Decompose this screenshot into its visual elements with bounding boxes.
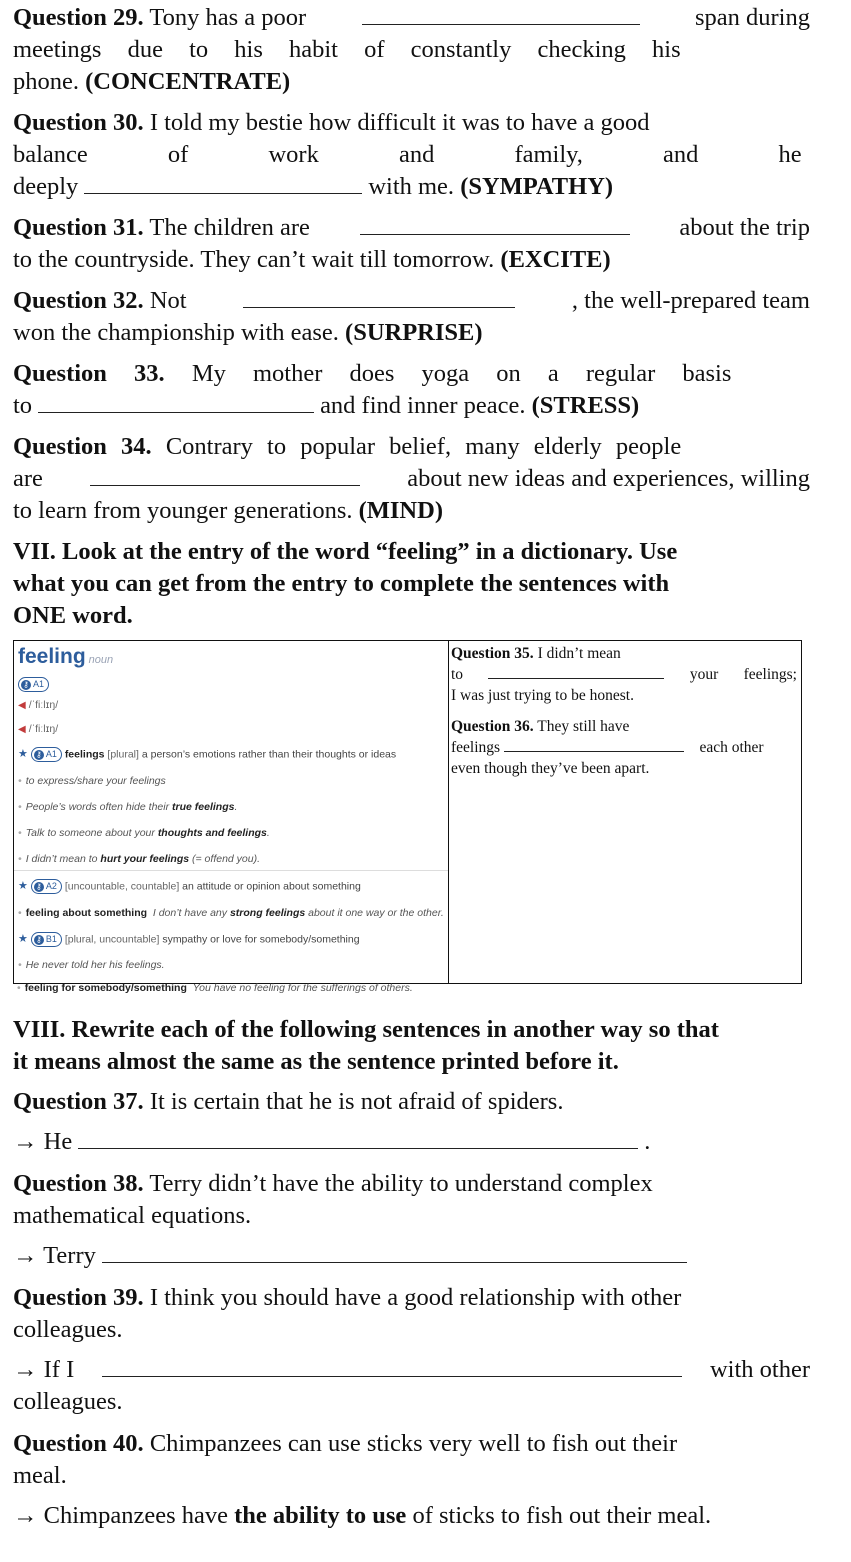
key-icon: ⚷ xyxy=(21,680,31,690)
answer-blank[interactable] xyxy=(360,212,630,235)
question-38: Question 38. Terry didn’t have the ability to understand complex mathematical equations. → Terry xyxy=(13,1168,810,1272)
answer-blank[interactable] xyxy=(243,285,515,308)
answer-blank[interactable] xyxy=(84,171,362,194)
question-label: Question 31. xyxy=(13,214,144,241)
section-viii-heading: VIII. Rewrite each of the following sentences in another way so that it means almost the same as the sentence printed before it. xyxy=(13,1016,719,1075)
answer-blank[interactable] xyxy=(102,1240,687,1263)
answer-blank[interactable] xyxy=(488,664,664,679)
level-badge: ⚷ B1 xyxy=(31,932,62,947)
keyword: (EXCITE) xyxy=(500,246,611,273)
answer-blank[interactable] xyxy=(504,737,684,752)
question-33: Question 33. My mother does yoga on a regular basis to and find inner peace. (STRESS) xyxy=(13,360,732,419)
dictionary-table xyxy=(13,640,802,984)
keyword: (STRESS) xyxy=(531,392,640,419)
dictionary-last-example: • feeling for somebody/something You have no feeling for the sufferings of others. xyxy=(17,982,413,994)
question-label: Question 40. xyxy=(13,1430,144,1457)
answer-blank[interactable] xyxy=(78,1126,638,1149)
question-30: Question 30. I told my bestie how difficult it was to have a good balance of work and family, and he deeply with me. (SYMPATHY) xyxy=(13,109,802,200)
question-label: Question 38. xyxy=(13,1170,144,1197)
section-vii-heading: VII. Look at the entry of the word “feeling” in a dictionary. Use what you can get from the entry to complete the sentences with ONE word. xyxy=(13,538,678,629)
answer-blank[interactable] xyxy=(38,390,314,413)
question-36: Question 36. They still have feelings each other even though they’ve been apart. xyxy=(451,718,764,777)
question-label: Question 32. xyxy=(13,287,144,314)
question-label: Question 29. xyxy=(13,4,144,31)
level-badge: ⚷ A1 xyxy=(18,677,49,692)
question-34: Question 34. Contrary to popular belief, many elderly people are about new ideas and experiences, willing to learn from younger generations. (MIND) xyxy=(13,433,810,524)
keyword: (CONCENTRATE) xyxy=(85,68,291,95)
speaker-icon[interactable]: ◀ xyxy=(18,724,26,735)
questions-35-36 xyxy=(451,641,801,983)
question-32: Question 32. Not , the well-prepared team won the championship with ease. (SURPRISE) xyxy=(13,287,810,346)
question-29: Question 29. Tony has a poor span during meetings due to his habit of constantly checking his phone. (CONCENTRATE) xyxy=(13,4,810,95)
question-35: Question 35. I didn’t mean to your feelings; I was just trying to be honest. xyxy=(451,645,797,704)
answer-blank[interactable] xyxy=(90,463,360,486)
question-39: Question 39. I think you should have a good relationship with other colleagues. → If I with other colleagues. xyxy=(13,1284,810,1415)
dictionary-entry: feeling noun ⚷ A1 ◀ /ˈfiːlɪŋ/ ◀ /ˈfiːlɪŋ/ ★ ⚷ A1 feelings [plural] a person’s emotions rather than their thoughts or ideas • to express/share your feelings • People’s words often hide their true feelings. • Talk to someone about your thoughts and feelings. • I didn’t mean to hurt your feelings (= offend you). ★ ⚷ A2 [uncountable, countable] an attitude or opinion about something • feeling about something I don’t have any strong feelings about it one way or the other. ★ ⚷ B1 [plural, uncountable] sympathy or love for somebody/something • He never told her his feelings. xyxy=(14,641,449,983)
star-icon: ★ xyxy=(18,933,28,946)
star-icon: ★ xyxy=(18,880,28,893)
question-label: Question 35. xyxy=(451,645,534,662)
keyword: (SURPRISE) xyxy=(345,319,483,346)
question-40: Question 40. Chimpanzees can use sticks very well to fish out their meal. → Chimpanzees have the ability to use of sticks to fish out their meal. xyxy=(13,1430,712,1529)
question-label: Question 30. xyxy=(13,109,144,136)
speaker-icon[interactable]: ◀ xyxy=(18,700,26,711)
key-icon: ⚷ xyxy=(34,882,44,892)
question-label: Question 34. xyxy=(13,433,152,460)
question-label: Question 39. xyxy=(13,1284,144,1311)
key-icon: ⚷ xyxy=(34,750,44,760)
question-31: Question 31. The children are about the trip to the countryside. They can’t wait till tomorrow. (EXCITE) xyxy=(13,214,810,273)
key-icon: ⚷ xyxy=(34,935,44,945)
level-badge: ⚷ A2 xyxy=(31,879,62,894)
headword: feeling xyxy=(18,645,86,668)
question-label: Question 36. xyxy=(451,718,534,735)
question-label: Question 37. xyxy=(13,1088,144,1115)
answer-blank[interactable] xyxy=(362,2,640,25)
star-icon: ★ xyxy=(18,748,28,761)
keyword: (SYMPATHY) xyxy=(460,173,614,200)
question-37: Question 37. It is certain that he is not afraid of spiders. → He . xyxy=(13,1088,651,1155)
question-label: Question 33. xyxy=(13,360,165,387)
answer-blank[interactable] xyxy=(102,1354,682,1377)
level-badge: ⚷ A1 xyxy=(31,747,62,762)
keyword: (MIND) xyxy=(358,497,443,524)
